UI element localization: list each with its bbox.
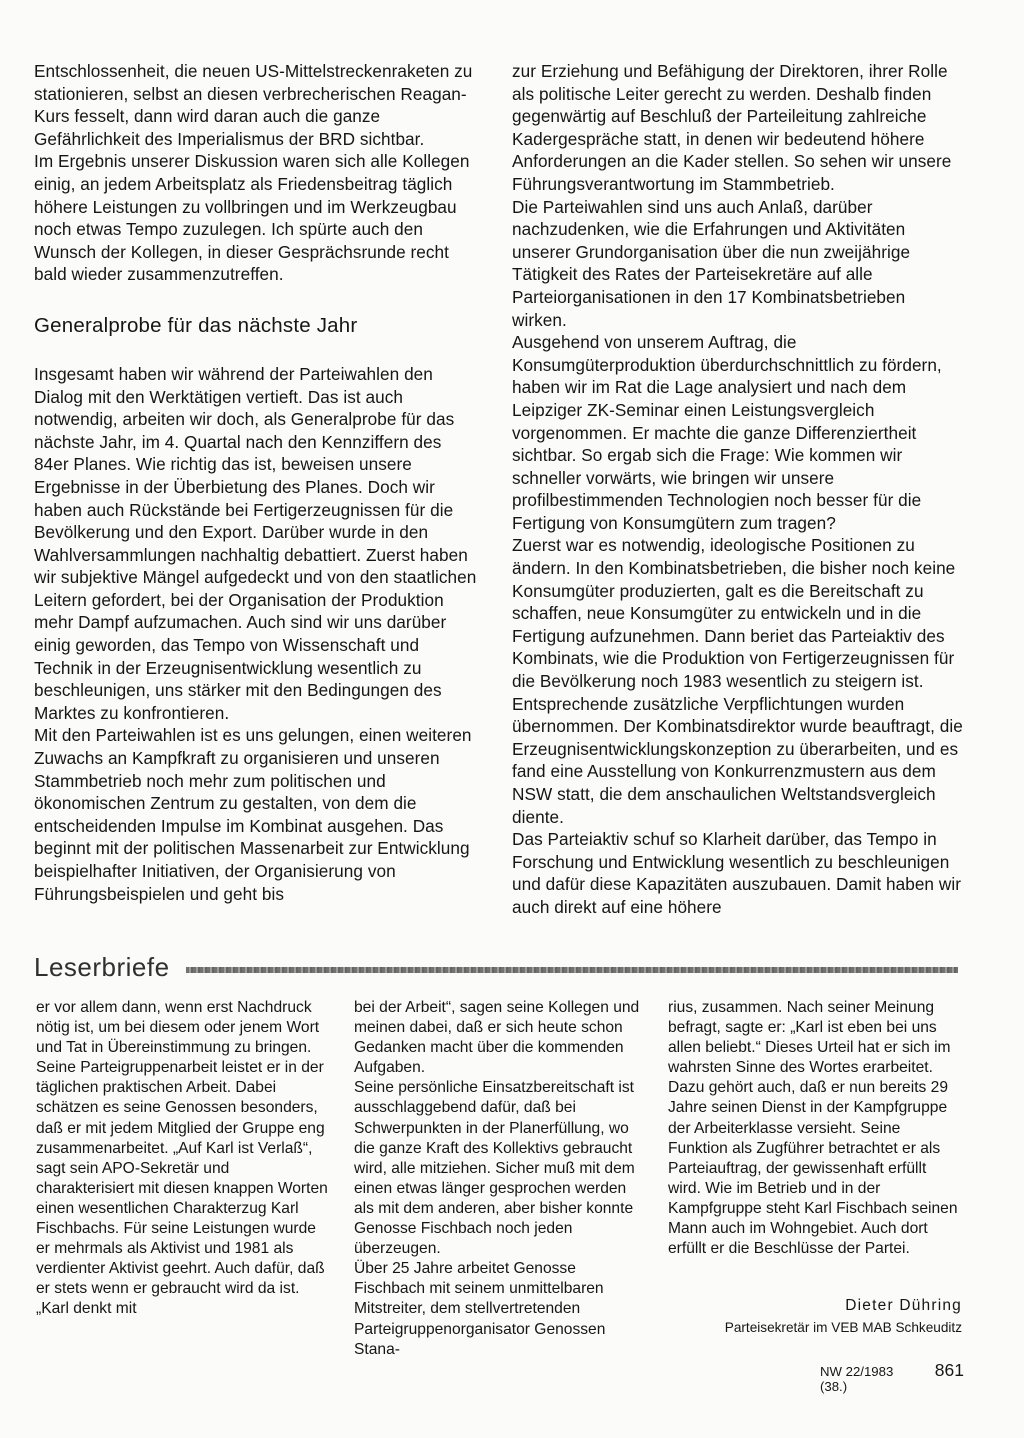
- page-number: 861: [934, 1360, 964, 1380]
- article-column-right: [512, 60, 964, 919]
- issue-label: NW 22/1983 (38.): [820, 1364, 894, 1394]
- letter-paragraph: Seine persönliche Einsatzbereitschaft ist ausschlaggebend dafür, daß bei Schwerpunkten in der Planerfüllung, wo die ganze Kraft des Kollektivs gebraucht wird, alle mitziehen. Sicher muß mit dem einen etwas länger gesprochen werden als mit dem anderen, aber bisher konnte Genosse Fischbach noch jeden überzeugen.: [354, 1079, 635, 1258]
- letters-heading: Leserbriefe: [34, 952, 170, 982]
- letter-paragraph: bei der Arbeit“, sagen seine Kollegen und meinen dabei, daß er sich heute schon Gedanken macht über die kommenden Aufgaben.: [354, 999, 640, 1077]
- letter-signature: [668, 1296, 962, 1338]
- article-paragraph: Das Parteiaktiv schuf so Klarheit darüber, das Tempo in Forschung und Entwicklung wesentlich zu beschleunigen und dafür diese Kapazitäten auszubauen. Damit haben wir auch direkt auf eine höhere: [512, 829, 961, 917]
- article-paragraph: zur Erziehung und Befähigung der Direktoren, ihrer Rolle als politische Leiter gerecht zu werden. Deshalb finden gegenwärtig auf Beschluß der Parteileitung zahlreiche Kadergespräche statt, in denen wir bedeutend höhere Anforderungen an die Kader stellen. So sehen wir unsere Führungsverantwortung im Stammbetrieb.: [512, 61, 952, 194]
- letters-divider-rule: [186, 967, 958, 973]
- article-paragraph: Ausgehend von unserem Auftrag, die Konsumgüterproduktion überdurchschnittlich zu fördern, haben wir im Rat die Lage analysiert und nach dem Leipziger ZK-Seminar einen Leistungsvergleich vorgenommen. Er machte die ganze Differenziertheit sichtbar. So ergab sich die Frage: Wie kommen wir schneller vorwärts, wie bringen wir unsere profilbestimmenden Technologien noch besser für die Fertigung von Konsumgütern zum tragen?: [512, 332, 942, 533]
- signature-name: Dieter Dühring: [845, 1297, 962, 1314]
- section-heading: Generalprobe für das nächste Jahr: [34, 313, 358, 337]
- signature-role: Parteisekretär im VEB MAB Schkeuditz: [724, 1320, 962, 1335]
- letter-paragraph: Über 25 Jahre arbeitet Genosse Fischbach mit seinem unmittelbaren Mitstreiter, dem stellvertretenden Parteigruppenorganisator Genossen Stana-: [354, 1260, 606, 1358]
- letters-header: [34, 948, 960, 988]
- article-paragraph: Entschlossenheit, die neuen US-Mittelstreckenraketen zu stationieren, selbst an diesen verbrecherischen Reagan-Kurs fesselt, dann wird daran auch die ganze Gefährlichkeit des Imperialismus der BRD sichtbar.: [34, 61, 473, 149]
- letter-column-1: [36, 998, 330, 1320]
- page-footer: [820, 1360, 964, 1394]
- letter-column-2: [354, 998, 644, 1360]
- letter-paragraph: rius, zusammen. Nach seiner Meinung befragt, sagte er: „Karl ist eben bei uns allen beliebt.“ Dieses Urteil hat er sich im wahrsten Sinne des Wortes erarbeitet. Dazu gehört auch, daß er nun bereits 29 Jahre seinen Dienst in der Kampfgruppe der Arbeiterklasse versieht. Seine Funktion als Zugführer betrachtet er als Parteiauftrag, der gewissenhaft erfüllt wird. Wie im Betrieb und in der Kampfgruppe steht Karl Fischbach seinen Mann auch im Wohngebiet. Auch dort erfüllt er die Beschlüsse der Partei.: [668, 999, 958, 1258]
- article-paragraph: Mit den Parteiwahlen ist es uns gelungen, einen weiteren Zuwachs an Kampfkraft zu organisieren und unseren Stammbetrieb noch mehr zum politischen und ökonomischen Zentrum zu gestalten, von dem die entscheidenden Impulse im Kombinat ausgehen. Das beginnt mit der politischen Massenarbeit zur Entwicklung beispielhafter Initiativen, der Organisierung von Führungsbeispielen und geht bis: [34, 725, 472, 904]
- article-paragraph: Zuerst war es notwendig, ideologische Positionen zu ändern. In den Kombinatsbetrieben, die bisher noch keine Konsumgüter produzierten, galt es die Bereitschaft zu schaffen, neue Konsumgüter zu entwickeln und in die Fertigung aufzunehmen. Dann beriet das Parteiaktiv des Kombinats, wie die Produktion von Fertigerzeugnissen für die Bevölkerung noch 1983 wesentlich zu steigern ist. Entsprechende zusätzliche Verpflichtungen wurden übernommen. Der Kombinatsdirektor wurde beauftragt, die Erzeugnisentwicklungskonzeption zu überarbeiten, und es fand eine Ausstellung von Konkurrenzmustern aus dem NSW statt, die dem anschaulichen Weltstandsvergleich diente.: [512, 535, 963, 827]
- article-paragraph: Im Ergebnis unserer Diskussion waren sich alle Kollegen einig, an jedem Arbeitsplatz als Friedensbeitrag täglich höhere Leistungen zu vollbringen und im Werkzeugbau noch etwas Tempo zuzulegen. Ich spürte auch den Wunsch der Kollegen, in dieser Gesprächsrunde recht bald wieder zusammenzutreffen.: [34, 151, 470, 285]
- article-paragraph: Die Parteiwahlen sind uns auch Anlaß, darüber nachzudenken, wie die Erfahrungen und Aktivitäten unserer Grundorganisation über die nun zweijährige Tätigkeit des Rates der Parteisekretäre auf alle Parteiorganisationen in den 17 Kombinatsbetrieben wirken.: [512, 196, 911, 330]
- article-paragraph: Insgesamt haben wir während der Parteiwahlen den Dialog mit den Werktätigen vertieft. Das ist auch notwendig, arbeiten wir doch, als Generalprobe für das nächste Jahr, im 4. Quartal nach den Kennziffern des 84er Planes. Wie richtig das ist, beweisen unsere Ergebnisse in der Überbietung des Planes. Doch wir haben auch Rückstände bei Fertigerzeugnissen für die Bevölkerung und den Export. Darüber wurde in den Wahlversammlungen nachhaltig debattiert. Zuerst haben wir subjektive Mängel aufgedeckt und von den staatlichen Leitern gefordert, bei der Organisation der Produktion mehr Dampf aufzumachen. Auch sind wir uns darüber einig geworden, das Tempo von Wissenschaft und Technik in der Erzeugnisentwicklung wesentlich zu beschleunigen, uns stärker mit den Bedingungen des Marktes zu konfrontieren.: [34, 363, 477, 723]
- letter-paragraph: er vor allem dann, wenn erst Nachdruck nötig ist, um bei diesem oder jenem Wort und Tat in Übereinstimmung zu bringen. Seine Parteigruppenarbeit leistet er in der täglichen praktischen Arbeit. Dabei schätzen es seine Genossen besonders, daß er mit jedem Mitglied der Gruppe eng zusammenarbeitet. „Auf Karl ist Verlaß“, sagt sein APO-Sekretär und charakterisiert mit diesen knappen Worten einen wesentlichen Charakterzug Karl Fischbachs. Für seine Leistungen wurde er mehrmals als Aktivist und 1981 als verdienter Aktivist geehrt. Auch dafür, daß er stets wenn er gebraucht wird da ist. „Karl denkt mit: [36, 999, 328, 1318]
- article-column-left: [34, 60, 480, 905]
- letter-column-3: [668, 998, 962, 1259]
